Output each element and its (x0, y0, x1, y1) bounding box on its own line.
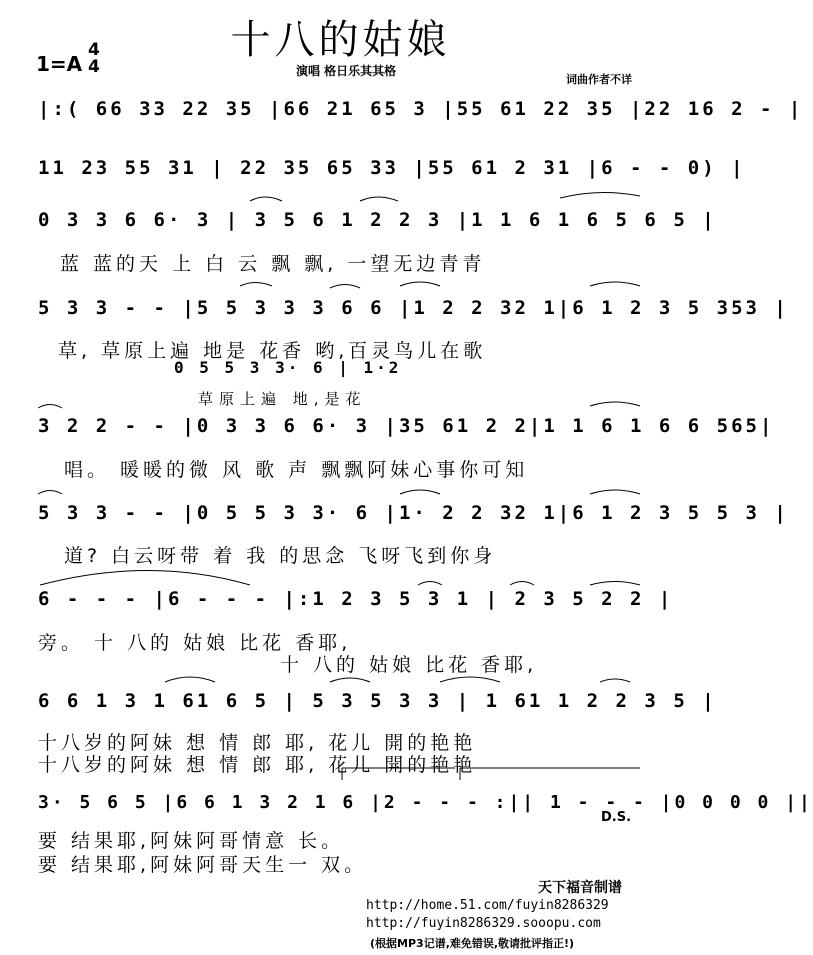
composer-credit: 词曲作者不详 (566, 73, 632, 86)
lyric-row-8b: 十八岁的阿妹 想 情 郎 耶, 花儿 開的艳艳 (38, 754, 477, 776)
song-title: 十八的姑娘 (230, 17, 451, 63)
singer-credit: 演唱 格日乐其其格 (296, 64, 397, 78)
lyric-row-9b: 要 结果耶,阿妹阿哥天生一 双。 (38, 854, 368, 876)
ds-marker: D.S. (601, 810, 632, 825)
lyric-row-6: 道? 白云呀带 着 我 的思念 飞呀飞到你身 (64, 545, 497, 567)
lyric-row-9: 要 结果耶,阿妹阿哥情意 长。 (38, 830, 345, 852)
lyric-row-3: 蓝 蓝的天 上 白 云 飘 飘, 一望无边青青 (60, 253, 486, 275)
lyric-row-5: 唱。 暖暖的微 风 歌 声 飘飘阿妹心事你可知 (64, 459, 529, 481)
time-sig-bottom: 4 (88, 57, 100, 77)
alt-lyric: 草原上遍 地,是花 (198, 390, 367, 408)
time-sig-top: 4 (88, 40, 100, 60)
lyric-row-7b: 十 八的 姑娘 比花 香耶, (280, 654, 538, 676)
notation-row-5: 3 2 2 - - |0 3 3 6 6· 3 |35 61 2 2|1 1 6 1 6 6 565| (38, 415, 775, 437)
notation-row-8: 6 6 1 3 1 61 6 5 | 5 3 5 3 3 | 1 61 1 2 2 3 5 | (38, 690, 717, 712)
maker-credit: 天下福音制谱 (538, 880, 622, 896)
notation-row-1: |:( 66 33 22 35 |66 21 65 3 |55 61 22 35 |22 16 2 - | (38, 98, 804, 120)
notation-row-3: 0 3 3 6 6· 3 | 3 5 6 1 2 2 3 |1 1 6 1 6 5 6 5 | (38, 209, 717, 231)
footer-note: (根据MP3记谱,难免错误,敬请批评指正!) (370, 937, 575, 950)
notation-row-7: 6 - - - |6 - - - |:1 2 3 5 3 1 | 2 3 5 2 2 | (38, 588, 674, 610)
key-signature: 1=A (36, 52, 83, 76)
notation-row-2: 11 23 55 31 | 22 35 65 33 |55 61 2 31 |6 - - 0) | (38, 157, 746, 179)
lyric-row-8: 十八岁的阿妹 想 情 郎 耶, 花儿 開的艳艳 (38, 732, 477, 754)
url-link-1[interactable]: http://home.51.com/fuyin8286329 (366, 898, 609, 913)
lyric-row-7: 旁。 十 八的 姑娘 比花 香耶, (38, 632, 352, 654)
notation-row-4: 5 3 3 - - |5 5 3 3 3 6 6 |1 2 2 32 1|6 1 2 3 5 353 | (38, 297, 789, 319)
notation-row-6: 5 3 3 - - |0 5 5 3 3· 6 |1· 2 2 32 1|6 1 2 3 5 5 3 | (38, 502, 789, 524)
lyric-row-4: 草, 草原上遍 地是 花香 哟,百灵鸟儿在歌 (58, 340, 487, 362)
url-link-2[interactable]: http://fuyin8286329.sooopu.com (366, 916, 601, 931)
notation-row-9: 3· 5 6 5 |6 6 1 3 2 1 6 |2 - - - :|| 1 - - - |0 0 0 0 || (38, 792, 813, 813)
alt-notation: 0 5 5 3 3· 6 | 1·2 (174, 358, 402, 377)
